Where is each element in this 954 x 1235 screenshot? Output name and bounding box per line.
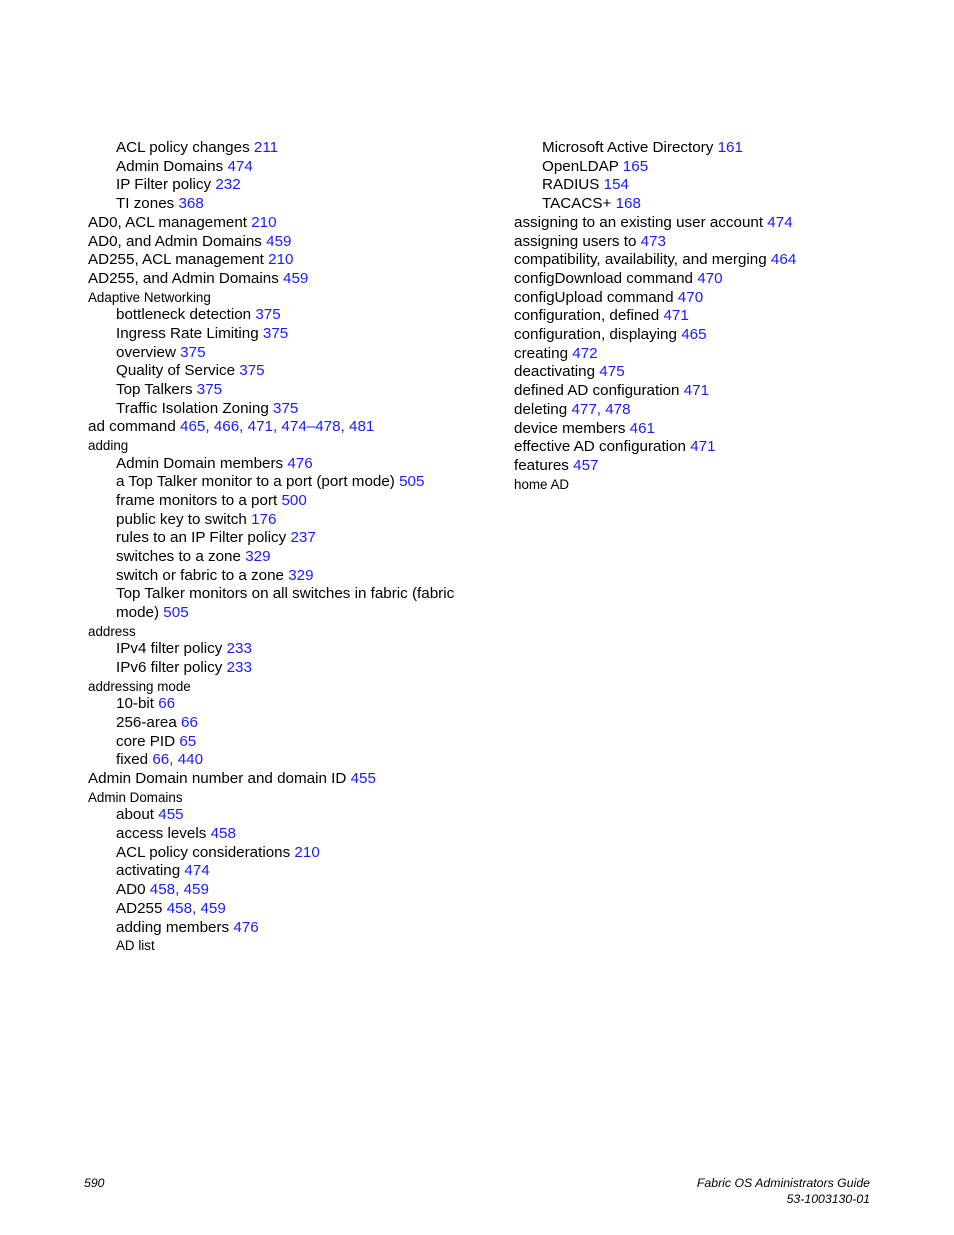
index-entry-text: ACL policy considerations: [116, 843, 291, 861]
page-link[interactable]: 476: [233, 918, 259, 936]
index-entry-text: Top Talker monitors on all switches in fabric (fabric mode): [116, 585, 455, 622]
index-entry: [88, 344, 488, 363]
index-entry-text: access levels: [116, 825, 207, 842]
index-entry: [88, 176, 488, 195]
index-entry: [88, 158, 488, 177]
index-entry-text: adding: [88, 438, 129, 454]
index-entry-text: configUpload command: [514, 288, 674, 306]
page-link[interactable]: 459: [283, 269, 309, 287]
index-entry-text: switches to a zone: [116, 548, 241, 566]
index-entry: [88, 548, 488, 567]
index-entry: [514, 326, 914, 345]
index-entry: [88, 623, 488, 641]
footer-doc-info: [697, 1176, 870, 1207]
index-entry: [88, 362, 488, 381]
page-link[interactable]: 210: [251, 213, 277, 231]
page-link[interactable]: 455: [158, 806, 184, 824]
page-link[interactable]: 464: [770, 251, 797, 269]
index-entry: [88, 473, 488, 492]
page-link[interactable]: 211: [253, 139, 279, 156]
doc-number: 53-1003130-01: [786, 1191, 870, 1206]
index-entry: [514, 195, 914, 214]
index-entry-text: configuration, defined: [514, 307, 660, 325]
page-link[interactable]: 471: [683, 382, 710, 400]
index-entry: [88, 195, 488, 214]
page-link[interactable]: 210: [294, 843, 320, 861]
index-entry-text: addressing mode: [88, 678, 191, 694]
index-entry-text: rules to an IP Filter policy: [116, 529, 287, 547]
page-link[interactable]: 165: [622, 157, 649, 175]
index-entry: [514, 214, 914, 233]
page-link[interactable]: 474: [767, 213, 793, 231]
page-link[interactable]: 375: [239, 362, 265, 380]
index-entry: [88, 270, 488, 289]
page-link[interactable]: 458: [149, 881, 176, 899]
page-link[interactable]: 477: [571, 400, 597, 418]
page-link[interactable]: 458: [166, 899, 193, 917]
page-link[interactable]: 459: [200, 899, 226, 917]
index-entry-text: AD0, ACL management: [88, 213, 247, 231]
page-link[interactable]: 368: [178, 195, 204, 213]
index-entry: AD255 458, 459: [116, 899, 226, 917]
index-entry-text: OpenLDAP: [542, 157, 619, 175]
index-entry-text: Admin Domain number and domain ID: [88, 770, 347, 788]
index-entry-text: about: [116, 806, 155, 824]
page-link[interactable]: 465: [180, 418, 206, 436]
index-entry-text: core PID: [116, 732, 176, 750]
page-link[interactable]: 66: [181, 713, 198, 731]
index-entry: [88, 714, 488, 733]
page-link[interactable]: 232: [215, 176, 241, 194]
page-link[interactable]: 481: [349, 418, 375, 436]
index-entry-text: RADIUS: [542, 176, 600, 194]
index-entry: [88, 585, 476, 622]
page-link[interactable]: 329: [245, 548, 271, 566]
index-entry: [514, 176, 914, 195]
page-number: 590: [84, 1176, 105, 1190]
index-column-left: [88, 139, 488, 955]
index-entry: [514, 139, 914, 158]
index-entry: [514, 158, 914, 177]
index-entry: [514, 233, 914, 252]
index-entry: [514, 438, 914, 457]
index-entry-text: deleting: [514, 400, 568, 418]
index-entry: AD0 458, 459: [116, 881, 209, 899]
index-entry: [88, 437, 488, 455]
index-entry: [88, 695, 488, 714]
index-entry-text: deactivating: [514, 363, 596, 381]
index-entry: [88, 567, 488, 586]
index-entry-text: features: [514, 456, 569, 474]
page-link[interactable]: 466: [213, 418, 240, 436]
index-entry-text: Admin Domains: [88, 789, 183, 805]
page-link[interactable]: 65: [179, 732, 197, 750]
index-entry: [514, 420, 914, 439]
index-column-right: [514, 139, 914, 493]
page-link[interactable]: 66: [158, 695, 176, 713]
page-link[interactable]: 237: [290, 529, 316, 547]
index-entry-text: effective AD configuration: [514, 438, 686, 456]
page-link[interactable]: 473: [640, 232, 666, 250]
index-entry: [88, 325, 488, 344]
index-entry: [88, 806, 488, 825]
page-link[interactable]: 470: [697, 269, 723, 287]
page-link[interactable]: 458: [210, 825, 236, 842]
page-link[interactable]: 500: [281, 491, 307, 509]
index-entry-text: Admin Domains: [116, 157, 224, 175]
index-entry: fixed 66, 440: [116, 751, 204, 769]
index-entry-text: public key to switch: [116, 510, 247, 528]
index-entry-text: fixed: [116, 751, 149, 769]
index-entry-text: Top Talkers: [116, 380, 193, 398]
page-link[interactable]: 375: [255, 306, 281, 324]
page-link[interactable]: 233: [226, 659, 252, 677]
index-entry-text: IPv6 filter policy: [116, 659, 223, 677]
page-link[interactable]: 471: [247, 418, 273, 436]
index-entry-text: configDownload command: [514, 269, 693, 287]
page-link[interactable]: 168: [615, 195, 641, 213]
page-link[interactable]: 329: [288, 566, 314, 584]
index-entry: [514, 345, 914, 364]
index-entry-text: a Top Talker monitor to a port (port mode): [116, 473, 395, 491]
index-entry: [88, 289, 488, 307]
book-title: Fabric OS Administrators Guide: [696, 1176, 870, 1190]
index-entry: [88, 937, 488, 955]
index-entry-text: AD0: [116, 881, 146, 899]
index-entry: [88, 400, 488, 419]
page-link[interactable]: 375: [180, 343, 206, 361]
index-entry-text: Traffic Isolation Zoning: [116, 399, 269, 417]
index-entry-text: AD0, and Admin Domains: [88, 232, 262, 250]
page-link[interactable]: 375: [196, 380, 223, 398]
index-entry-text: switch or fabric to a zone: [116, 566, 284, 584]
index-entry-text: Microsoft Active Directory: [542, 139, 714, 156]
index-entry: [88, 919, 488, 938]
index-entry-text: AD255, and Admin Domains: [88, 269, 279, 287]
index-entry: [88, 659, 488, 678]
index-entry: [514, 270, 914, 289]
page-link[interactable]: 474: [227, 157, 253, 175]
index-entry: [88, 381, 488, 400]
page-link[interactable]: 505: [399, 473, 425, 491]
index-entry-text: bottleneck detection: [116, 306, 252, 324]
page-link[interactable]: 474–478: [281, 418, 341, 436]
page-link[interactable]: 154: [603, 176, 629, 194]
index-entry: [88, 770, 488, 789]
index-entry-text: defined AD configuration: [514, 382, 680, 400]
page-link[interactable]: 375: [262, 324, 289, 342]
index-entry-text: configuration, displaying: [514, 326, 677, 344]
page-link[interactable]: 176: [251, 510, 277, 528]
index-entry: [88, 529, 488, 548]
page-link[interactable]: 475: [599, 363, 625, 381]
index-entry-text: TI zones: [116, 195, 175, 213]
page-link[interactable]: 472: [572, 344, 598, 362]
index-entry-text: AD255, ACL management: [88, 251, 264, 269]
page-link[interactable]: 66: [152, 751, 170, 769]
page-link[interactable]: 459: [183, 881, 209, 899]
index-entry-text: Adaptive Networking: [88, 289, 211, 305]
index-entry-text: assigning users to: [514, 232, 637, 250]
index-entry-text: frame monitors to a port: [116, 491, 278, 509]
page-link[interactable]: 505: [163, 604, 189, 622]
page-link[interactable]: 476: [287, 454, 313, 472]
page-link[interactable]: 461: [629, 419, 655, 437]
index-entry: [88, 678, 488, 696]
index-entry-text: AD list: [116, 938, 155, 954]
index-entry-text: IPv4 filter policy: [116, 640, 223, 658]
index-entry-text: adding members: [116, 918, 230, 936]
page-link[interactable]: 161: [717, 139, 743, 156]
page-link[interactable]: 470: [677, 288, 704, 306]
index-entry: [88, 492, 488, 511]
index-entry: [88, 640, 488, 659]
index-entry-text: Ingress Rate Limiting: [116, 324, 259, 342]
index-entry-text: ACL policy changes: [116, 139, 250, 156]
page-link[interactable]: 375: [273, 399, 299, 417]
index-entry-text: 256-area: [116, 713, 177, 731]
index-entry-text: overview: [116, 343, 176, 361]
index-entry: [88, 214, 488, 233]
index-entry-text: Admin Domain members: [116, 454, 284, 472]
index-entry-text: assigning to an existing user account: [514, 213, 764, 231]
index-entry: [88, 862, 488, 881]
page-link[interactable]: 440: [177, 751, 204, 769]
index-entry-text: address: [88, 623, 136, 639]
index-entry: [514, 289, 914, 308]
index-entry-text: IP Filter policy: [116, 176, 212, 194]
index-entry: [88, 455, 488, 474]
page-link[interactable]: 233: [226, 640, 252, 658]
index-entry: [514, 457, 914, 476]
page-link[interactable]: 474: [184, 862, 210, 880]
index-entry: [88, 789, 488, 807]
index-entry: [88, 251, 488, 270]
index-entry: [88, 825, 488, 844]
index-entry-text: Quality of Service: [116, 362, 236, 380]
page-link[interactable]: 459: [266, 232, 292, 250]
index-entry: [514, 363, 914, 382]
index-entry-text: activating: [116, 862, 181, 880]
index-entry-text: creating: [514, 344, 569, 362]
index-entry-text: home AD: [514, 476, 570, 492]
index-entry: [88, 511, 488, 530]
index-entry: [514, 476, 914, 494]
index-entry: [88, 844, 488, 863]
index-entry-text: 10-bit: [116, 695, 154, 713]
index-entry-text: compatibility, availability, and merging: [514, 251, 767, 269]
page-link[interactable]: 457: [573, 456, 599, 474]
index-entry: deleting 477, 478: [514, 400, 631, 418]
index-entry-text: AD255: [116, 899, 163, 917]
page-link[interactable]: 471: [690, 438, 716, 456]
index-entry: [514, 382, 914, 401]
index-entry: [88, 306, 488, 325]
page-link[interactable]: 471: [663, 307, 689, 325]
page-link[interactable]: 465: [681, 326, 707, 344]
index-entry: [88, 233, 488, 252]
index-entry-text: TACACS+: [542, 195, 612, 213]
index-entry-text: ad command: [88, 418, 176, 436]
index-entry: [514, 307, 914, 326]
page-link[interactable]: 455: [350, 770, 376, 788]
index-entry: ad command 465, 466, 471, 474–478, 481: [88, 418, 375, 436]
index-entry: [514, 251, 914, 270]
index-entry-text: device members: [514, 419, 626, 437]
page-link[interactable]: 210: [268, 251, 294, 269]
page-link[interactable]: 478: [605, 400, 631, 418]
index-entry: [88, 139, 488, 158]
index-entry: [88, 733, 488, 752]
